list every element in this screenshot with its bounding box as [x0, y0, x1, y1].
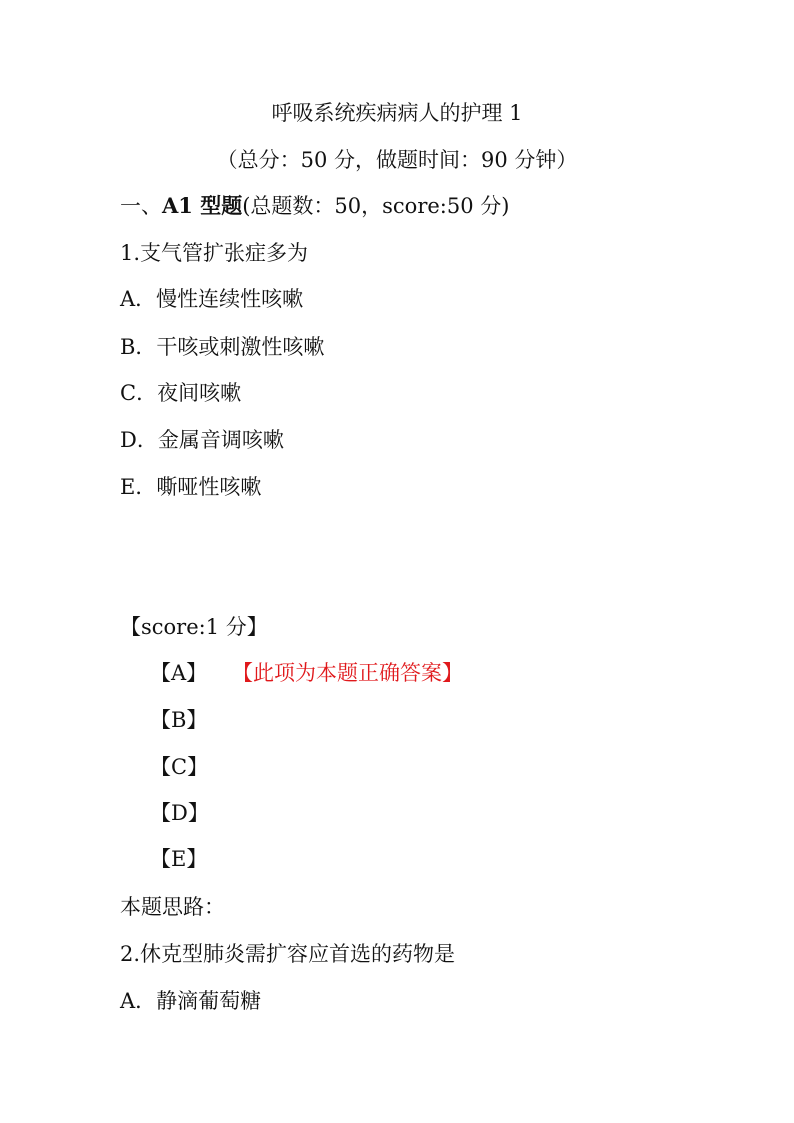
question-1-answer-a: 【A】: [150, 661, 208, 685]
question-1-answer-c: 【C】: [150, 755, 209, 779]
question-1-score: 【score:1 分】: [120, 615, 268, 639]
question-2-option-a: A．静滴葡萄糖: [120, 989, 262, 1013]
section-prefix: 一、: [120, 194, 162, 218]
question-1-answer-b: 【B】: [150, 708, 208, 732]
question-1-option-c: C．夜间咳嗽: [120, 381, 242, 405]
question-1-answer-d: 【D】: [150, 801, 209, 825]
section-meta: (总题数：50，score:50 分): [242, 194, 510, 218]
question-2-stem: 2.休克型肺炎需扩容应首选的药物是: [120, 942, 456, 966]
question-1-option-e: E．嘶哑性咳嗽: [120, 475, 262, 499]
section-name: A1 型题: [162, 193, 243, 218]
question-1-option-d: D．金属音调咳嗽: [120, 428, 284, 452]
question-1-answer-e: 【E】: [150, 847, 208, 871]
section-heading: [120, 193, 509, 219]
question-1-option-b: B．干咳或刺激性咳嗽: [120, 335, 325, 359]
question-1-analysis-label: 本题思路：: [120, 895, 225, 919]
question-1-stem: 1.支气管扩张症多为: [120, 241, 309, 265]
question-1-option-a: A．慢性连续性咳嗽: [120, 287, 304, 311]
page-subtitle: （总分：50 分，做题时间：90 分钟）: [216, 148, 578, 172]
page-title: 呼吸系统疾病病人的护理 1: [271, 101, 523, 125]
correct-answer-note: 【此项为本题正确答案】: [232, 661, 463, 685]
